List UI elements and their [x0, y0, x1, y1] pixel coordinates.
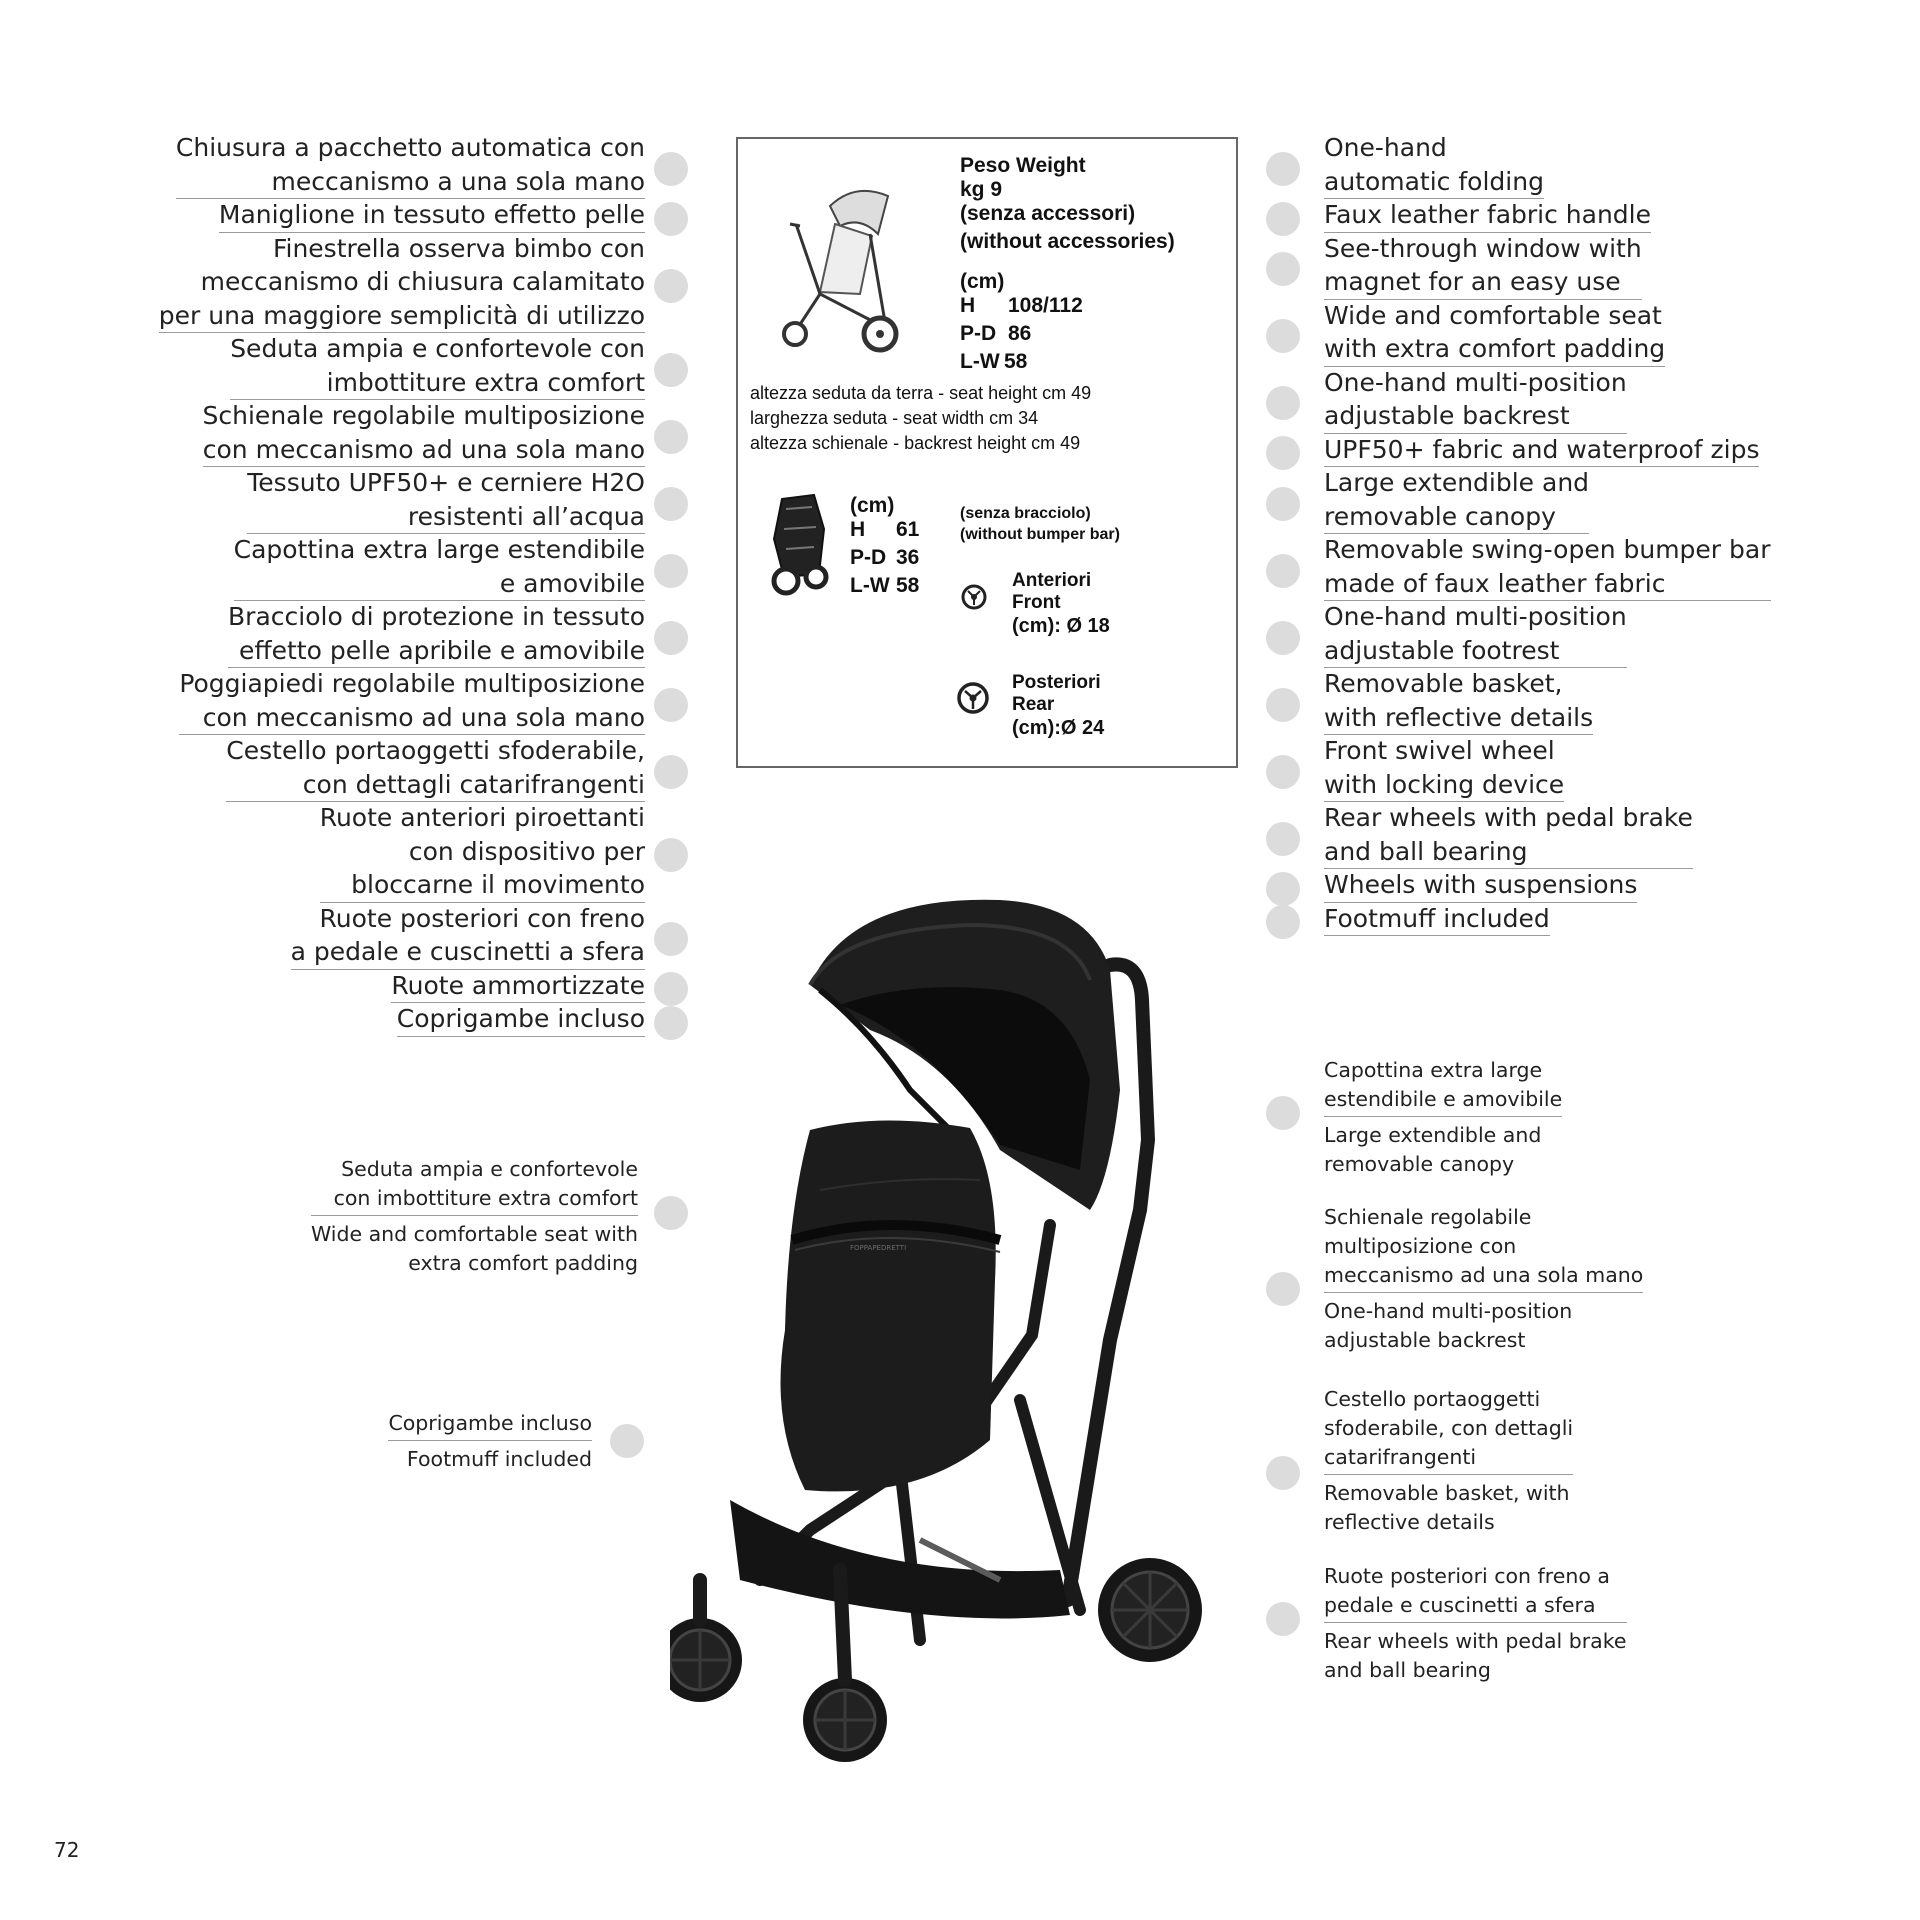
- right-feature-item: [1324, 366, 1627, 434]
- open-h-label: H: [960, 294, 976, 317]
- folded-note-it: (senza bracciolo): [960, 505, 1091, 522]
- callout-left: [388, 1409, 592, 1474]
- right-feature-item: [1324, 466, 1589, 534]
- folded-d-label: P-D: [850, 546, 887, 569]
- feature-line: magnet for an easy use: [1324, 265, 1642, 300]
- right-feature-item: [1324, 734, 1564, 802]
- feature-line: One-hand multi-position: [1324, 602, 1627, 631]
- folded-unit: (cm): [850, 494, 895, 517]
- folded-h-value: 61: [896, 518, 920, 541]
- bullet-dot-icon: [654, 688, 688, 722]
- right-feature-item: [1324, 299, 1665, 367]
- bullet-dot-icon: [1266, 905, 1300, 939]
- left-feature-item: [320, 801, 645, 903]
- left-feature-item: [159, 232, 645, 334]
- feature-line: effetto pelle apribile e amovibile: [228, 634, 645, 669]
- open-d-label: P-D: [960, 322, 997, 345]
- feature-line: Front swivel wheel: [1324, 736, 1555, 765]
- feature-line: con meccanismo ad una sola mano: [179, 701, 645, 736]
- feature-line: with locking device: [1324, 768, 1564, 803]
- feature-line: removable canopy: [1324, 500, 1589, 535]
- front-wheel-icon: [960, 583, 988, 611]
- open-unit: (cm): [960, 270, 1005, 293]
- callout-italian: Capottina extra large estendibile e amovibile: [1324, 1056, 1562, 1117]
- left-feature-item: [230, 332, 645, 400]
- feature-line: made of faux leather fabric: [1324, 567, 1771, 602]
- bullet-dot-icon: [1266, 436, 1300, 470]
- feature-line: Ruote anteriori piroettanti: [319, 803, 645, 832]
- bullet-dot-icon: [1266, 1602, 1300, 1636]
- folded-stroller-sketch-icon: [764, 489, 834, 599]
- open-d-value: 86: [1008, 322, 1032, 345]
- bullet-dot-icon: [654, 202, 688, 236]
- left-feature-item: [179, 667, 645, 735]
- bullet-dot-icon: [654, 353, 688, 387]
- feature-line: Tessuto UPF50+ e cerniere H2O: [247, 468, 645, 497]
- feature-line: with extra comfort padding: [1324, 332, 1665, 367]
- left-feature-item: [247, 466, 645, 534]
- bullet-dot-icon: [1266, 1456, 1300, 1490]
- callout-english: One-hand multi-position adjustable backrest: [1324, 1299, 1573, 1352]
- right-feature-item: [1324, 433, 1759, 468]
- open-stroller-sketch-icon: [760, 174, 910, 354]
- bullet-dot-icon: [1266, 202, 1300, 236]
- rear-wheel-en: Rear: [1012, 694, 1055, 715]
- seat-width: larghezza seduta - seat width cm 34: [750, 408, 1039, 428]
- seat-height: altezza seduta da terra - seat height cm 49: [750, 383, 1092, 403]
- feature-line: Maniglione in tessuto effetto pelle: [219, 198, 645, 233]
- front-wheel-right: [803, 1678, 887, 1762]
- left-feature-item: [228, 600, 645, 668]
- right-feature-item: [1324, 801, 1693, 869]
- feature-line: Seduta ampia e confortevole con: [230, 334, 645, 363]
- feature-line: a pedale e cuscinetti a sfera: [291, 935, 645, 970]
- rear-wheel-it: Posteriori: [1012, 672, 1101, 693]
- open-w-value: 58: [1004, 350, 1028, 373]
- feature-line: Coprigambe incluso: [397, 1002, 645, 1037]
- feature-line: One-hand multi-position: [1324, 367, 1627, 397]
- weight-note-en: (without accessories): [960, 230, 1175, 253]
- feature-line: Schienale regolabile multiposizione: [202, 401, 645, 430]
- footmuff-brand-logo: FOPPAPEDRETTI: [850, 1244, 907, 1252]
- callout-english: Large extendible and removable canopy: [1324, 1123, 1542, 1176]
- bullet-dot-icon: [1266, 688, 1300, 722]
- callout-italian: Cestello portaoggetti sfoderabile, con dettagli catarifrangenti: [1324, 1385, 1573, 1475]
- bullet-dot-icon: [1266, 822, 1300, 856]
- bullet-dot-icon: [654, 269, 688, 303]
- callout-english: Wide and comfortable seat with extra comfort padding: [310, 1222, 638, 1275]
- bullet-dot-icon: [1266, 1096, 1300, 1130]
- bullet-dot-icon: [1266, 386, 1300, 420]
- bullet-dot-icon: [654, 838, 688, 872]
- feature-line: Footmuff included: [1324, 902, 1550, 937]
- feature-line: con dettagli catarifrangenti: [226, 768, 645, 803]
- callout-english: Footmuff included: [406, 1447, 592, 1471]
- feature-line: with reflective details: [1324, 701, 1593, 736]
- callout-italian: Coprigambe incluso: [388, 1409, 592, 1441]
- callout-italian: Ruote posteriori con freno a pedale e cuscinetti a sfera: [1324, 1562, 1627, 1623]
- left-feature-item: [219, 198, 645, 233]
- feature-line: con meccanismo ad una sola mano: [203, 433, 645, 468]
- left-feature-item: [291, 902, 645, 970]
- left-feature-item: [391, 969, 645, 1004]
- callout-right: [1324, 1385, 1573, 1537]
- callout-right: [1324, 1562, 1627, 1685]
- callout-right: [1324, 1203, 1643, 1355]
- page-number: 72: [54, 1838, 80, 1862]
- callout-right: [1324, 1056, 1562, 1179]
- feature-line: bloccarne il movimento: [320, 868, 645, 903]
- weight-label: Peso Weight: [960, 154, 1086, 177]
- bullet-dot-icon: [1266, 755, 1300, 789]
- feature-line: adjustable footrest: [1324, 634, 1627, 669]
- feature-line: Faux leather fabric handle: [1324, 198, 1651, 233]
- weight-value: kg 9: [960, 178, 1003, 201]
- left-feature-item: [226, 734, 645, 802]
- feature-line: Chiusura a pacchetto automatica con: [175, 133, 645, 162]
- feature-line: Cestello portaoggetti sfoderabile,: [226, 736, 645, 765]
- feature-line: meccanismo di chiusura calamitato: [200, 267, 645, 296]
- feature-line: con dispositivo per: [408, 836, 645, 866]
- bullet-dot-icon: [1266, 1272, 1300, 1306]
- callout-italian: Schienale regolabile multiposizione con meccanismo ad una sola mano: [1324, 1203, 1643, 1293]
- bullet-dot-icon: [1266, 252, 1300, 286]
- folded-w-label: L-W: [850, 574, 890, 597]
- feature-line: and ball bearing: [1324, 835, 1693, 870]
- feature-line: Rear wheels with pedal brake: [1324, 803, 1693, 832]
- right-feature-item: [1324, 667, 1593, 735]
- feature-line: Removable basket,: [1324, 669, 1563, 698]
- feature-line: Finestrella osserva bimbo con: [272, 233, 645, 263]
- bullet-dot-icon: [1266, 319, 1300, 353]
- feature-line: Removable swing-open bumper bar: [1324, 535, 1771, 564]
- bullet-dot-icon: [1266, 152, 1300, 186]
- bullet-dot-icon: [654, 621, 688, 655]
- feature-line: Ruote posteriori con freno: [319, 903, 645, 933]
- feature-line: Poggiapiedi regolabile multiposizione: [179, 669, 645, 698]
- feature-line: e amovibile: [234, 567, 645, 602]
- feature-line: meccanismo a una sola mano: [176, 165, 645, 200]
- bullet-dot-icon: [654, 1196, 688, 1230]
- right-feature-item: [1324, 198, 1651, 233]
- right-feature-item: [1324, 131, 1544, 199]
- feature-line: Wide and comfortable seat: [1324, 300, 1662, 330]
- feature-line: Bracciolo di protezione in tessuto: [228, 602, 645, 631]
- bullet-dot-icon: [654, 755, 688, 789]
- left-feature-item: [234, 533, 645, 601]
- feature-line: See-through window with: [1324, 233, 1642, 263]
- feature-line: Ruote ammortizzate: [391, 969, 645, 1004]
- specifications-box: [736, 137, 1238, 768]
- folded-note-en: (without bumper bar): [960, 526, 1120, 543]
- feature-line: resistenti all’acqua: [247, 500, 645, 535]
- feature-line: per una maggiore semplicità di utilizzo: [159, 299, 645, 334]
- feature-line: One-hand: [1324, 133, 1447, 162]
- feature-line: imbottiture extra comfort: [230, 366, 645, 401]
- left-feature-item: [397, 1002, 645, 1037]
- bullet-dot-icon: [1266, 621, 1300, 655]
- weight-note-it: (senza accessori): [960, 202, 1136, 225]
- front-wheel-en: Front: [1012, 592, 1061, 613]
- front-wheel-left: [670, 1618, 742, 1702]
- right-feature-item: [1324, 868, 1637, 903]
- rear-wheel: [1098, 1558, 1202, 1662]
- stroller-product-image: [670, 880, 1230, 1780]
- bullet-dot-icon: [654, 152, 688, 186]
- rear-wheel-size: (cm):Ø 24: [1012, 717, 1105, 739]
- left-feature-item: [176, 131, 645, 199]
- callout-english: Rear wheels with pedal brake and ball bearing: [1324, 1629, 1627, 1682]
- callout-left: [311, 1155, 638, 1278]
- right-feature-item: [1324, 533, 1771, 601]
- bullet-dot-icon: [1266, 487, 1300, 521]
- bullet-dot-icon: [1266, 872, 1300, 906]
- callout-english: Removable basket, with reflective details: [1324, 1481, 1570, 1534]
- rear-wheel-icon: [956, 681, 990, 715]
- feature-line: Capottina extra large estendibile: [233, 535, 645, 564]
- bullet-dot-icon: [654, 554, 688, 588]
- bullet-dot-icon: [610, 1424, 644, 1458]
- bullet-dot-icon: [654, 420, 688, 454]
- folded-h-label: H: [850, 518, 866, 541]
- right-feature-item: [1324, 902, 1550, 937]
- left-feature-item: [203, 399, 645, 467]
- front-wheel-size: (cm): Ø 18: [1012, 615, 1110, 637]
- bullet-dot-icon: [654, 487, 688, 521]
- open-h-value: 108/112: [1008, 294, 1083, 317]
- right-feature-item: [1324, 232, 1642, 300]
- feature-line: Wheels with suspensions: [1324, 868, 1637, 903]
- feature-line: adjustable backrest: [1324, 399, 1627, 434]
- callout-italian: Seduta ampia e confortevole con imbottiture extra comfort: [311, 1155, 638, 1216]
- right-feature-item: [1324, 600, 1627, 668]
- feature-line: automatic folding: [1324, 165, 1544, 200]
- folded-w-value: 58: [896, 574, 920, 597]
- feature-line: UPF50+ fabric and waterproof zips: [1324, 433, 1759, 468]
- front-wheel-it: Anteriori: [1012, 570, 1092, 591]
- backrest-height: altezza schienale - backrest height cm 49: [750, 433, 1081, 453]
- folded-d-value: 36: [896, 546, 920, 569]
- open-w-label: L-W: [960, 350, 1000, 373]
- feature-line: Large extendible and: [1324, 468, 1590, 497]
- bullet-dot-icon: [1266, 554, 1300, 588]
